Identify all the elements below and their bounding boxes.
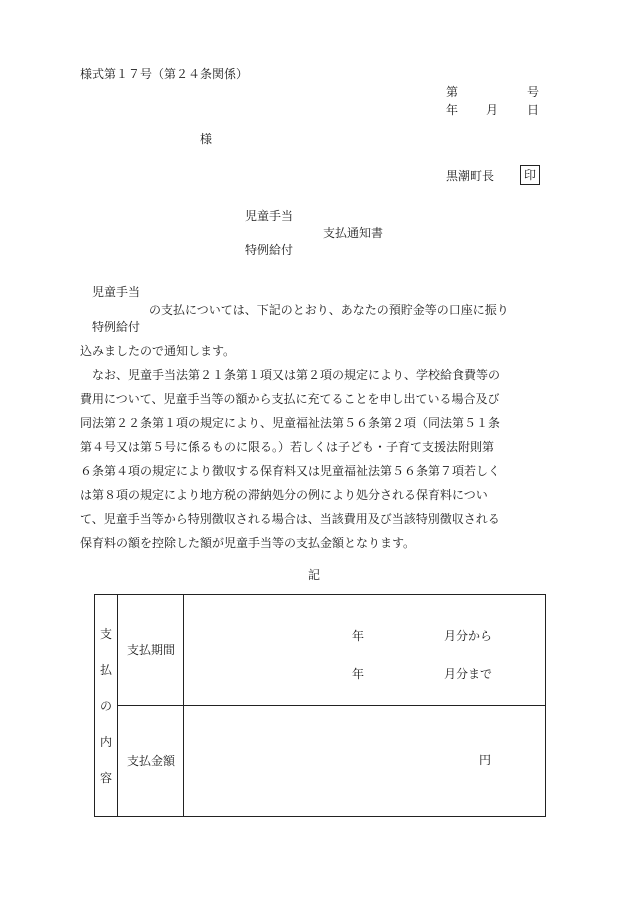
doc-no-dai: 第 xyxy=(446,85,459,99)
period-to-month: 月分まで xyxy=(444,667,493,681)
note-line: て、児童手当等から特別徴収される場合は、当該費用及び当該特別徴収される xyxy=(80,512,500,526)
period-from-month: 月分から xyxy=(444,629,493,643)
note-line: 保育料の額を控除した額が児童手当等の支払金額となります。 xyxy=(80,536,416,550)
date-day: 日 xyxy=(527,103,540,117)
note-line: 第４号又は第５号に係るものに限る。）若しくは子ども・子育て支援法附則第 xyxy=(80,440,495,454)
period-from-year: 年 xyxy=(352,629,365,643)
title-line-1: 児童手当 xyxy=(245,209,294,223)
date-month: 月 xyxy=(486,103,499,117)
amount-label: 支払金額 xyxy=(118,706,184,817)
note-line: ６条第４項の規定により徴収する保育料又は児童福祉法第５６条第７項若しく xyxy=(80,464,501,478)
period-to-year: 年 xyxy=(352,667,365,681)
title-line-3: 特例給付 xyxy=(245,243,294,257)
period-value xyxy=(184,595,546,706)
intro-continuation: 込みましたので通知します。 xyxy=(80,344,236,358)
doc-no-gou: 号 xyxy=(527,85,540,99)
intro-main: の支払については、下記のとおり、あなたの預貯金等の口座に振り xyxy=(149,303,509,317)
side-label: 支 払 の 内 容 xyxy=(95,595,118,817)
mayor-title: 黒潮町長 xyxy=(446,169,495,183)
ki-heading: 記 xyxy=(308,568,321,582)
payment-details-table xyxy=(94,594,546,817)
intro-top-label: 児童手当 xyxy=(92,285,141,299)
note-line: は第８項の規定により地方税の滞納処分の例により処分される保育料につい xyxy=(80,488,488,502)
title-line-2: 支払通知書 xyxy=(323,226,384,240)
amount-value xyxy=(184,706,546,817)
period-label: 支払期間 xyxy=(118,595,184,706)
note-line: 同法第２２条第１項の規定により、児童福祉法第５６条第２項（同法第５１条 xyxy=(80,416,501,430)
seal-box xyxy=(520,165,540,185)
note-line: 費用について、児童手当等の額から支払に充てることを申し出ている場合及び xyxy=(80,392,500,406)
seal-mark: 印 xyxy=(520,165,540,185)
amount-yen: 円 xyxy=(479,753,492,767)
date-year: 年 xyxy=(446,103,459,117)
intro-bottom-label: 特例給付 xyxy=(92,320,141,334)
form-number: 様式第１７号（第２４条関係） xyxy=(80,67,249,81)
addressee-sama: 様 xyxy=(200,132,213,146)
note-line: なお、児童手当法第２１条第１項又は第２項の規定により、学校給食費等の xyxy=(92,368,501,382)
